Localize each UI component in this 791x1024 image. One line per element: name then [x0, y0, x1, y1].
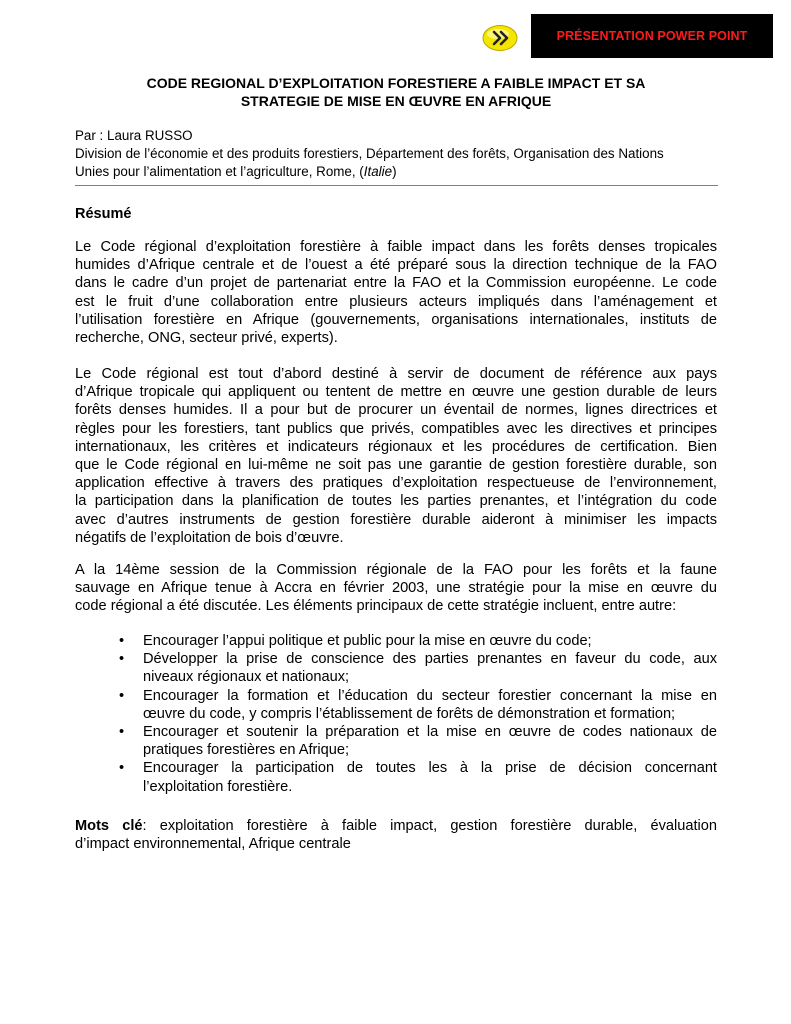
resume-heading: Résumé — [75, 206, 132, 222]
forward-arrow-icon[interactable] — [482, 24, 518, 52]
keywords-paragraph: Mots clé: exploitation forestière à faible impact, gestion forestière durable, évaluation d’impact environnemental, Afrique centrale — [75, 818, 718, 853]
list-item: • Encourager et soutenir la préparation et la mise en œuvre de codes nationaux de pratiques forestières en Afrique; — [119, 724, 717, 759]
resume-paragraph-1: Le Code régional d’exploitation forestière à faible impact dans les forêts denses tropicales humides d’Afrique centrale et de l’ouest a été préparé sous la direction technique de la FAO dans le cadre d’un projet de partenariat entre la FAO et la Commission européenne. Le code est le fruit d’une collaboration entre plusieurs acteurs impliqués dans l’aménagement et l’utilisation forestière en Afrique (gouvernements, organisations internationales, instituts de recherche, ONG, secteur privé, experts). — [75, 239, 717, 347]
list-item: • Encourager la formation et l’éducation du secteur forestier concernant la mise en œuvre du code, y compris l’établissement de forêts de démonstration et formation; — [119, 687, 717, 722]
bullet-icon: • — [119, 651, 125, 668]
title-line-2: STRATEGIE DE MISE EN ŒUVRE EN AFRIQUE — [240, 93, 552, 109]
bullet-icon: • — [119, 760, 125, 777]
keywords-label: Mots clé — [75, 818, 143, 834]
author-block — [75, 127, 717, 181]
bullet-icon: • — [119, 724, 125, 741]
bullet-icon: • — [119, 687, 125, 704]
author-by-line: Par : Laura RUSSO — [75, 128, 193, 143]
powerpoint-presentation-button[interactable]: PRÉSENTATION POWER POINT — [531, 14, 773, 58]
affiliation-line-2: Unies pour l’alimentation et l’agriculture, Rome, (Italie) — [75, 164, 397, 179]
list-item: • Encourager la participation de toutes les à la prise de décision concernant l’exploitation forestière. — [119, 760, 717, 795]
title-line-1: CODE REGIONAL D’EXPLOITATION FORESTIERE A FAIBLE IMPACT ET SA — [146, 75, 646, 91]
country-name: Italie — [363, 164, 393, 179]
resume-paragraph-3: A la 14ème session de la Commission régionale de la FAO pour les forêts et la faune sauvage en Afrique tenue à Accra en février 2003, une stratégie pour la mise en œuvre du code régional a été discutée. Les éléments principaux de cette stratégie incluent, entre autre: — [75, 562, 717, 615]
bullet-icon: • — [119, 633, 125, 649]
strategy-bullet-list — [75, 632, 717, 796]
header-divider — [75, 185, 718, 186]
affiliation-line-1: Division de l’économie et des produits forestiers, Département des forêts, Organisation des Nations — [75, 146, 664, 161]
list-item: • Développer la prise de conscience des parties prenantes en faveur du code, aux niveaux régionaux et nationaux; — [119, 651, 717, 686]
list-item: • Encourager l’appui politique et public pour la mise en œuvre du code; — [119, 633, 592, 649]
resume-paragraph-2: Le Code régional est tout d’abord destiné à servir de document de référence aux pays d’Afrique tropicale qui appliquent ou tentent de mettre en œuvre une gestion durable de leurs forêts denses humides. Il a pour but de procurer un éventail de normes, lignes directrices et règles pour les forestiers, tant publics que privés, compatibles avec les directives et principes internationaux, les critères et indicateurs régionaux et les procédures de certification. Bien que le Code régional en lui-même ne soit pas une garantie de gestion forestière durable, son application effective à travers des pratiques d’exploitation respectueuse de l’environnement, la participation dans la planification de toutes les parties prenantes, et l’intégration du code avec d’autres instruments de gestion forestière durable aideront à minimiser les impacts négatifs de l’exploitation de bois d’œuvre. — [75, 366, 717, 546]
document-title — [75, 74, 717, 110]
